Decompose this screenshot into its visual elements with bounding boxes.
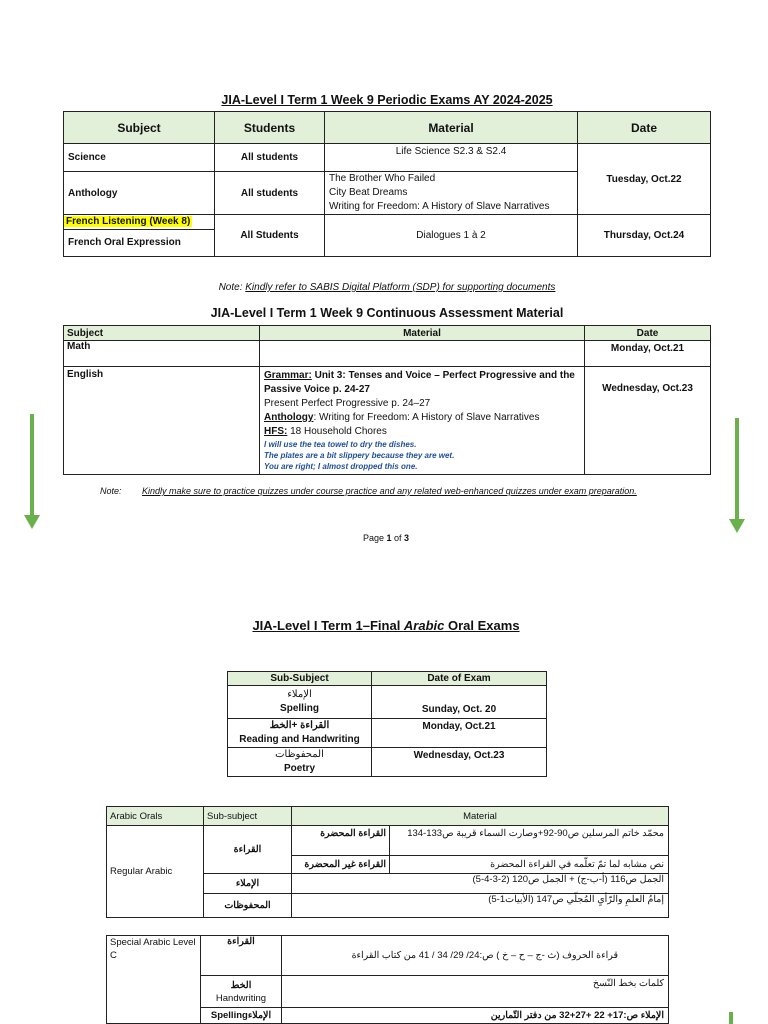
- arabic-oral-exams-table: [227, 671, 547, 777]
- students-anthology: All students: [215, 172, 325, 215]
- ar-header-date: Date of Exam: [372, 672, 547, 686]
- en-label: Reading and Handwriting: [239, 734, 360, 745]
- french-oral: French Oral Expression: [68, 237, 181, 248]
- anthology-label: Anthology: [264, 412, 314, 423]
- grammar-label: Grammar:: [264, 370, 312, 381]
- grammar-text: Unit 3: Tenses and Voice – Perfect Progressive and the Passive Voice p. 24-27: [264, 370, 575, 395]
- section2-title: JIA-Level I Term 1 Week 9 Continuous Assessment Material: [210, 306, 564, 320]
- ca-header-subject: Subject: [64, 326, 260, 341]
- date-thursday: Thursday, Oct.24: [578, 215, 711, 257]
- sa-reading: القراءة: [201, 936, 282, 976]
- ar-label: القراءة +الخط: [269, 720, 330, 731]
- right-arrow-head: [729, 519, 745, 533]
- subject-anthology: Anthology: [64, 172, 215, 215]
- page-number: [0, 533, 768, 543]
- col-header-students: Students: [215, 112, 325, 144]
- page-middle: of: [391, 533, 405, 543]
- sa-handwriting: [201, 976, 282, 1008]
- regular-arabic-table: [106, 806, 669, 918]
- material-line: The Brother Who Failed: [329, 173, 436, 184]
- ar-label: الخط: [230, 979, 252, 991]
- left-arrow-shaft: [30, 414, 34, 516]
- example-sentence: I will use the tea towel to dry the dishes.: [264, 440, 417, 449]
- col-header-subject: Subject: [64, 112, 215, 144]
- note-label: Note:: [100, 486, 122, 496]
- anthology-text: : Writing for Freedom: A History of Slave Narratives: [313, 412, 540, 423]
- left-arrow-head: [24, 515, 40, 529]
- en-label: Handwriting: [215, 992, 267, 1004]
- ca-subject-math: Math: [64, 341, 260, 367]
- sa-reading-text: قراءة الحروف (ث -ج – ح – خ ) ص:24/ 29/ 34 / 41 من كتاب القراءة: [282, 936, 669, 976]
- page-current: 1: [386, 533, 392, 543]
- material-line: Writing for Freedom: A History of Slave Narratives: [329, 201, 550, 212]
- title-part-italic: Arabic: [403, 618, 445, 633]
- ar-date-reading: Monday, Oct.21: [372, 719, 547, 748]
- en-label: Poetry: [283, 763, 316, 774]
- en-label: Spelling: [280, 703, 319, 714]
- title-part: Oral Exams: [444, 618, 520, 633]
- grammar-line2: Present Perfect Progressive p. 24–27: [264, 398, 431, 409]
- section1-title: JIA-Level I Term 1 Week 9 Periodic Exams AY 2024-2025: [221, 93, 553, 107]
- material-science: Life Science S2.3 & S2.4: [325, 144, 578, 172]
- ca-header-date: Date: [585, 326, 711, 341]
- bottom-arrow-shaft: [729, 1012, 733, 1024]
- ra-spelling-text: الجمل ص116 (أ-ب-ج) + الجمل ص120 (2-3-4-5): [292, 874, 669, 894]
- col-header-date: Date: [578, 112, 711, 144]
- ra-prepared-text: محمّد خاتم المرسلين ص90-92+وصارت السماء قريبة ص133-134: [390, 826, 669, 856]
- col-header-material: Material: [325, 112, 578, 144]
- ra-name: Regular Arabic: [107, 826, 204, 918]
- periodic-exams-table: [63, 111, 711, 257]
- note-text: Kindly refer to SABIS Digital Platform (SDP) for supporting documents: [245, 282, 556, 293]
- ra-header-subsubject: Sub-subject: [204, 807, 292, 826]
- students-science: All students: [215, 144, 325, 172]
- ra-poetry: المحفوظات: [204, 894, 292, 918]
- sa-name: Special Arabic Level C: [107, 936, 201, 1024]
- ca-subject-english: English: [64, 367, 260, 475]
- ar-header-subsubject: Sub-Subject: [228, 672, 372, 686]
- ra-spelling: الإملاء: [204, 874, 292, 894]
- date-tuesday: Tuesday, Oct.22: [578, 144, 711, 215]
- ra-header-material: Material: [292, 807, 669, 826]
- ar-row-poetry: [228, 748, 372, 777]
- special-arabic-table: [106, 935, 669, 1024]
- students-french: All Students: [215, 215, 325, 257]
- page-total: 3: [404, 533, 410, 543]
- title-part: JIA-Level I Term 1–Final: [252, 618, 404, 633]
- material-french: Dialogues 1 à 2: [325, 215, 578, 257]
- ca-header-material: Material: [260, 326, 585, 341]
- right-arrow-shaft: [735, 418, 739, 520]
- ar-date-spelling: Sunday, Oct. 20: [372, 686, 547, 719]
- sa-spelling: Spellingالإملاء: [201, 1008, 282, 1024]
- french-listening-highlight: French Listening (Week 8): [66, 216, 191, 227]
- subject-science: Science: [64, 144, 215, 172]
- ar-row-spelling: [228, 686, 372, 719]
- example-sentence: You are right; I almost dropped this one.: [264, 462, 418, 471]
- ra-prepared-label: القراءة المحضرة: [292, 826, 390, 856]
- ra-unprepared-label: القراءة غير المحضرة: [292, 856, 390, 874]
- continuous-assessment-table: [63, 325, 711, 475]
- ca-material-english: [260, 367, 585, 475]
- ar-date-poetry: Wednesday, Oct.23: [372, 748, 547, 777]
- section2-note: [100, 486, 720, 496]
- note-label: Note:: [218, 282, 243, 293]
- ar-row-reading: [228, 719, 372, 748]
- ra-poetry-text: إمامُ العلمِ والرّأيِ المُجلّي ص147 (الأبيات1-5): [292, 894, 669, 918]
- hfs-label: HFS:: [264, 426, 288, 437]
- section3-title: [64, 618, 708, 633]
- ca-material-math: [260, 341, 585, 367]
- ca-date-math: Monday, Oct.21: [585, 341, 711, 367]
- subject-french: [64, 215, 215, 257]
- sa-handwriting-text: كلمات بخط النّسخ: [282, 976, 669, 1008]
- material-line: City Beat Dreams: [329, 187, 408, 198]
- material-anthology: [325, 172, 578, 215]
- ra-unprepared-text: نص مشابه لما تمّ تعلّمه في القراءة المحضرة: [390, 856, 669, 874]
- hfs-text: 18 Household Chores: [287, 426, 387, 437]
- note-text: Kindly make sure to practice quizzes under course practice and any related web-enhanced quizzes under exam preparation.: [142, 486, 637, 496]
- section1-note: [64, 282, 710, 293]
- example-sentence: The plates are a bit slippery because they are wet.: [264, 451, 455, 460]
- ra-reading: القراءة: [204, 826, 292, 874]
- ca-date-english: Wednesday, Oct.23: [585, 367, 711, 475]
- ar-label: الإملاء: [287, 689, 312, 700]
- page-prefix: Page: [362, 533, 387, 543]
- ra-header-orals: Arabic Orals: [107, 807, 204, 826]
- sa-spelling-text: الإملاء ص:17+ 22 +27+32 من دفتر التّمارين: [282, 1008, 669, 1024]
- ar-label: المحفوظات: [275, 749, 324, 760]
